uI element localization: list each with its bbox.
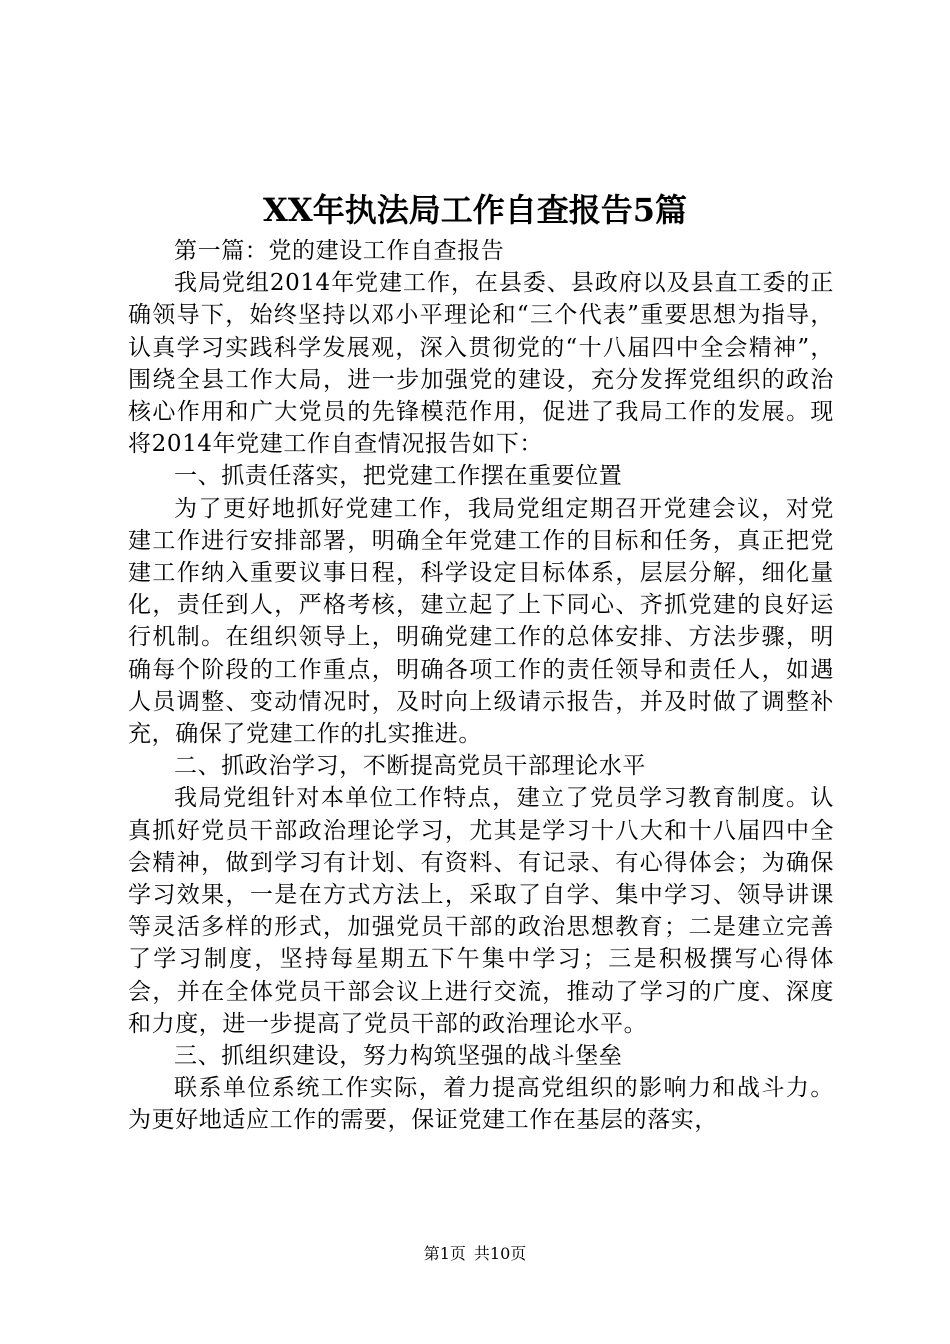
page-number-current: 第1页 xyxy=(423,1244,466,1263)
section-heading-responsibility: 一、抓责任落实，把党建工作摆在重要位置 xyxy=(174,463,623,490)
section-heading-organization: 三、抓组织建设，努力构筑坚强的战斗堡垒 xyxy=(174,1043,623,1070)
paragraph-responsibility: 为了更好地抓好党建工作，我局党组定期召开党建会议，对党建工作进行安排部署，明确全年党建工作的目标和任务，真正把党建工作纳入重要议事日程，科学设定目标体系，层层分解，细化量化，责任到人，严格考核，建立起了上下同心、齐抓党建的良好运行机制。在组织领导上，明确党建工作的总体安排、方法步骤，明确每个阶段的工作重点，明确各项工作的责任领导和责任人，如遇人员调整、变动情况时，及时向上级请示报告，并及时做了调整补充，确保了党建工作的扎实推进。 xyxy=(128,495,834,748)
page-footer xyxy=(0,1242,950,1266)
intro-paragraph: 我局党组2014年党建工作，在县委、县政府以及县直工委的正确领导下，始终坚持以邓小平理论和“三个代表”重要思想为指导，认真学习实践科学发展观，深入贯彻党的“十八届四中全会精神”，围绕全县工作大局，进一步加强党的建设，充分发挥党组织的政治核心作用和广大党员的先锋模范作用，促进了我局工作的发展。现将2014年党建工作自查情况报告如下： xyxy=(128,270,834,458)
document-body xyxy=(128,235,834,1137)
section-heading-part-one: 第一篇：党的建设工作自查报告 xyxy=(174,238,505,264)
page-number-total: 共10页 xyxy=(473,1244,527,1263)
section-heading-political-study: 二、抓政治学习，不断提高党员干部理论水平 xyxy=(174,753,646,780)
document-title: XX年执法局工作自查报告5篇 xyxy=(263,191,687,229)
paragraph-organization: 联系单位系统工作实际，着力提高党组织的影响力和战斗力。为更好地适应工作的需要，保证党建工作在基层的落实， xyxy=(128,1075,834,1134)
paragraph-political-study: 我局党组针对本单位工作特点，建立了党员学习教育制度。认真抓好党员干部政治理论学习，尤其是学习十八大和十八届四中全会精神，做到学习有计划、有资料、有记录、有心得体会；为确保学习效果，一是在方式方法上，采取了自学、集中学习、领导讲课等灵活多样的形式，加强党员干部的政治思想教育；二是建立完善了学习制度，坚持每星期五下午集中学习；三是积极撰写心得体会，并在全体党员干部会议上进行交流，推动了学习的广度、深度和力度，进一步提高了党员干部的政治理论水平。 xyxy=(128,785,834,1037)
